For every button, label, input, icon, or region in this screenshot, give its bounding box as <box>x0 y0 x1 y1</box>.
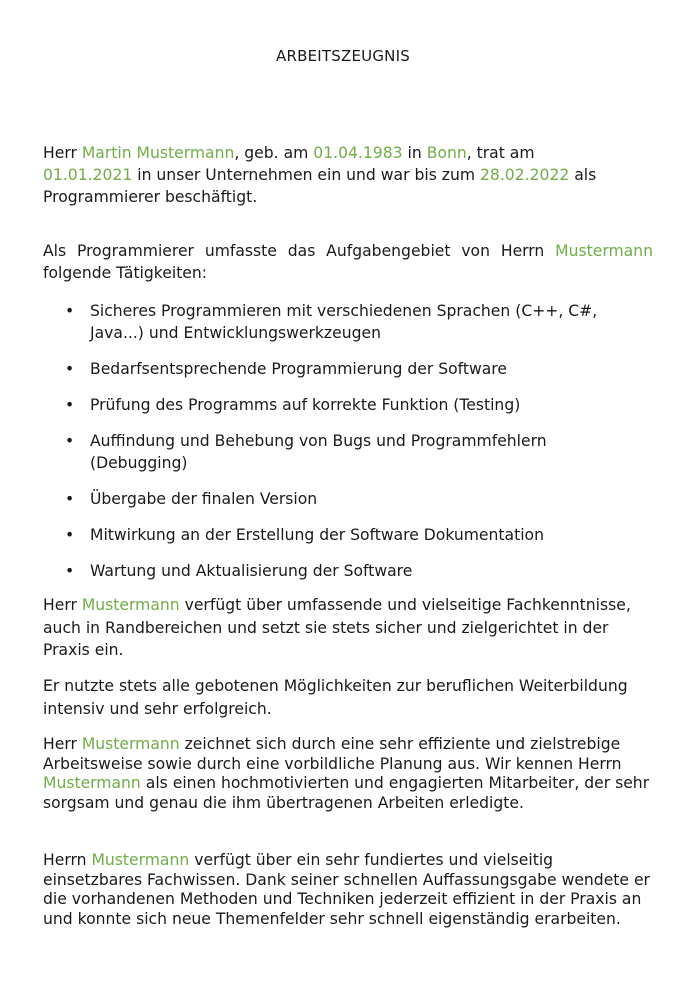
work-style-text-2: zeichnet sich durch eine sehr effiziente und zielstrebige Arbeitsweise sowie durch eine vorbildliche Planung aus. Wir kennen Herrn <box>43 735 622 773</box>
list-item <box>43 394 643 416</box>
knowledge-text-2: verfügt über ein sehr fundiertes und vielseitig einsetzbares Fachwissen. Dank seiner schnellen Auffassungsgabe wendete er die vorhandenen Methoden und Techniken jederzeit effizient in der Praxis an und konnte sich neue Themenfelder sehr schnell eigenständig erarbeiten. <box>43 851 650 928</box>
task-list <box>43 300 643 596</box>
expertise-paragraph <box>43 594 653 662</box>
task-text: Mitwirkung an der Erstellung der Software Dokumentation <box>90 526 544 544</box>
tasks-intro-text-1: Als Programmierer umfasste das Aufgabengebiet von Herrn <box>43 242 556 260</box>
list-item <box>43 488 643 510</box>
bullet-icon: • <box>65 302 75 320</box>
list-item <box>43 524 643 546</box>
birth-date: 01.04.1983 <box>313 144 403 162</box>
task-text: Sicheres Programmieren mit verschiedenen Sprachen (C++, C#, Java...) und Entwicklungswerkzeugen <box>90 302 598 342</box>
employee-surname: Mustermann <box>81 596 180 614</box>
work-style-paragraph <box>43 735 653 813</box>
intro-text-1: Herr <box>43 144 82 162</box>
knowledge-text-1: Herrn <box>43 851 92 869</box>
expertise-text-2: verfügt über umfassende und vielseitige Fachkenntnisse, auch in Randbereichen und setzt sie stets sicher und zielgerichtet in der Praxis ein. <box>43 596 631 659</box>
training-paragraph: Er nutzte stets alle gebotenen Möglichkeiten zur beruflichen Weiterbildung intensiv und sehr erfolgreich. <box>43 677 628 718</box>
intro-text-2: , geb. am <box>234 144 314 162</box>
list-item <box>43 560 643 582</box>
bullet-icon: • <box>65 396 75 414</box>
work-style-text-3: als einen hochmotivierten und engagierten Mitarbeiter, der sehr sorgsam und genau die ihm übertragenen Arbeiten erledigte. <box>43 774 650 812</box>
tasks-intro-text-2: folgende Tätigkeiten: <box>43 264 208 282</box>
tasks-intro-paragraph <box>43 240 653 284</box>
work-style-text-1: Herr <box>43 735 82 753</box>
task-text: Prüfung des Programms auf korrekte Funktion (Testing) <box>90 396 521 414</box>
employee-surname: Mustermann <box>555 242 653 260</box>
intro-text-5: in unser Unternehmen ein und war bis zum <box>132 166 480 184</box>
employee-surname: Mustermann <box>43 774 141 792</box>
employee-surname: Mustermann <box>81 735 180 753</box>
bullet-icon: • <box>65 490 75 508</box>
task-text: Übergabe der finalen Version <box>90 490 318 508</box>
employee-name: Martin Mustermann <box>81 144 235 162</box>
start-date: 01.01.2021 <box>43 166 133 184</box>
list-item <box>43 358 643 380</box>
intro-paragraph <box>43 142 653 208</box>
intro-text-6: als Programmierer beschäftigt. <box>43 166 597 206</box>
end-date: 28.02.2022 <box>480 166 570 184</box>
bullet-icon: • <box>65 526 75 544</box>
expertise-text-1: Herr <box>43 596 82 614</box>
intro-text-4: , trat am <box>466 144 535 162</box>
bullet-icon: • <box>65 432 75 450</box>
birth-city: Bonn <box>426 144 467 162</box>
document-title: ARBEITSZEUGNIS <box>276 47 410 65</box>
employee-surname: Mustermann <box>91 851 190 869</box>
task-text: Bedarfsentsprechende Programmierung der Software <box>90 360 507 378</box>
list-item <box>43 430 643 474</box>
task-text: Auffindung und Behebung von Bugs und Programmfehlern (Debugging) <box>90 432 547 472</box>
bullet-icon: • <box>65 562 75 580</box>
task-text: Wartung und Aktualisierung der Software <box>90 562 413 580</box>
intro-text-3: in <box>402 144 427 162</box>
knowledge-paragraph <box>43 851 653 929</box>
list-item <box>43 300 643 344</box>
bullet-icon: • <box>65 360 75 378</box>
